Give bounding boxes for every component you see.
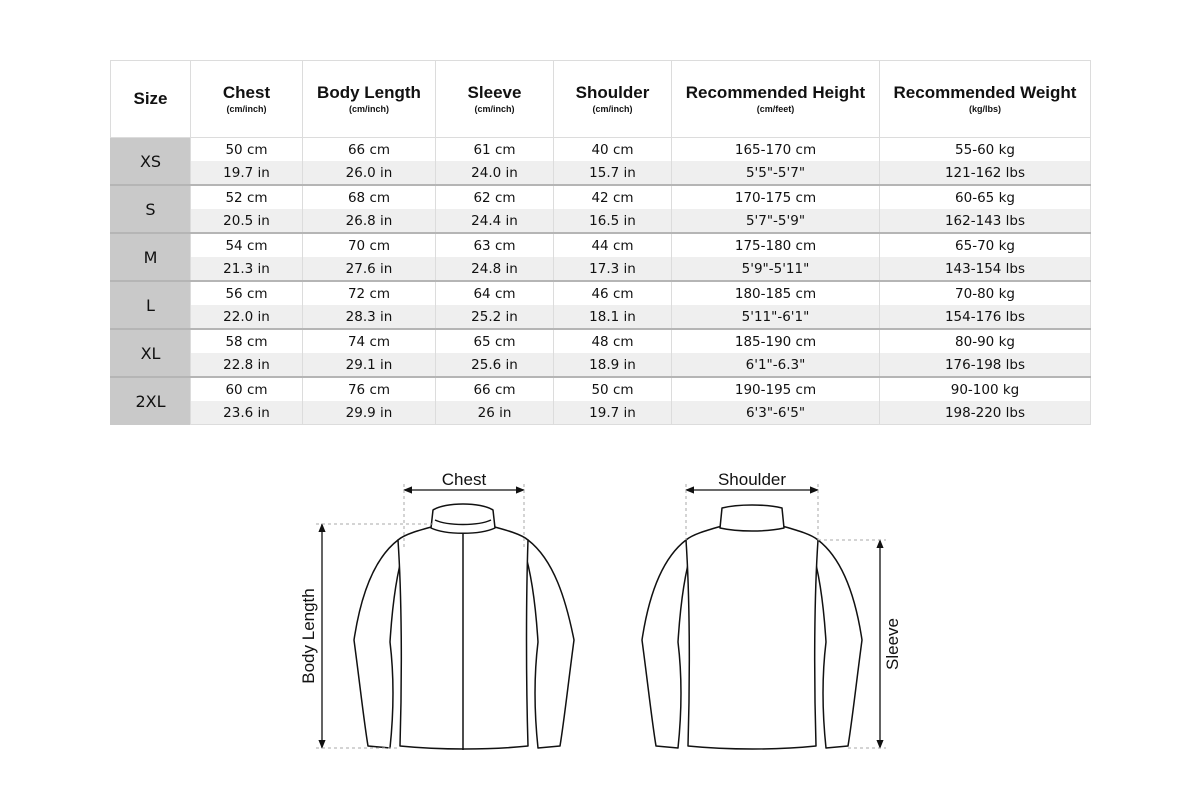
chest-imperial-cell: 22.0 in [191, 305, 303, 329]
recommended-height-imperial-cell: 6'3"-6'5" [672, 401, 880, 425]
sleeve-metric-cell: 65 cm [436, 329, 554, 353]
jacket-diagram-svg [290, 460, 910, 760]
size-cell: L [111, 281, 191, 329]
body-length-metric-cell: 66 cm [303, 138, 436, 162]
table-row-imperial [111, 209, 1091, 233]
recommended-weight-metric-cell: 60-65 kg [880, 185, 1091, 209]
shoulder-imperial-cell: 17.3 in [554, 257, 672, 281]
shoulder-metric-cell: 42 cm [554, 185, 672, 209]
sleeve-imperial-cell: 24.0 in [436, 161, 554, 185]
chest-metric-cell: 50 cm [191, 138, 303, 162]
table-row-cm [111, 329, 1091, 353]
recommended-weight-imperial-cell: 121-162 lbs [880, 161, 1091, 185]
chest-imperial-cell: 23.6 in [191, 401, 303, 425]
body-length-label: Body Length [299, 588, 318, 684]
sleeve-imperial-cell: 25.6 in [436, 353, 554, 377]
shoulder-metric-cell: 40 cm [554, 138, 672, 162]
sleeve-metric-cell: 61 cm [436, 138, 554, 162]
recommended-height-imperial-cell: 5'11"-6'1" [672, 305, 880, 329]
table-row-cm [111, 233, 1091, 257]
body-length-metric-cell: 76 cm [303, 377, 436, 401]
chest-metric-cell: 54 cm [191, 233, 303, 257]
measurement-diagram [290, 460, 910, 760]
shoulder-imperial-cell: 15.7 in [554, 161, 672, 185]
header-body-length: Body Length (cm/inch) [303, 61, 436, 138]
shoulder-label: Shoulder [717, 470, 787, 489]
table-header-row [111, 61, 1091, 138]
body-length-metric-cell: 68 cm [303, 185, 436, 209]
chest-metric-cell: 58 cm [191, 329, 303, 353]
recommended-weight-metric-cell: 55-60 kg [880, 138, 1091, 162]
shoulder-imperial-cell: 19.7 in [554, 401, 672, 425]
table-row-cm [111, 185, 1091, 209]
shoulder-imperial-cell: 18.1 in [554, 305, 672, 329]
table-row-cm [111, 138, 1091, 162]
header-recommended-height: Recommended Height (cm/feet) [672, 61, 880, 138]
table-row-imperial [111, 257, 1091, 281]
body-length-metric-cell: 70 cm [303, 233, 436, 257]
table-row-imperial [111, 353, 1091, 377]
body-length-imperial-cell: 27.6 in [303, 257, 436, 281]
recommended-height-imperial-cell: 5'7"-5'9" [672, 209, 880, 233]
chest-label: Chest [441, 470, 487, 489]
recommended-weight-metric-cell: 70-80 kg [880, 281, 1091, 305]
body-length-imperial-cell: 26.0 in [303, 161, 436, 185]
header-recommended-weight: Recommended Weight (kg/lbs) [880, 61, 1091, 138]
size-chart-table [110, 60, 1091, 425]
shoulder-metric-cell: 48 cm [554, 329, 672, 353]
sleeve-imperial-cell: 24.8 in [436, 257, 554, 281]
sleeve-label: Sleeve [883, 618, 902, 670]
body-length-metric-cell: 72 cm [303, 281, 436, 305]
table-row-cm [111, 281, 1091, 305]
header-shoulder: Shoulder (cm/inch) [554, 61, 672, 138]
recommended-height-metric-cell: 175-180 cm [672, 233, 880, 257]
chest-imperial-cell: 21.3 in [191, 257, 303, 281]
sleeve-imperial-cell: 26 in [436, 401, 554, 425]
sleeve-metric-cell: 66 cm [436, 377, 554, 401]
sleeve-imperial-cell: 24.4 in [436, 209, 554, 233]
header-chest: Chest (cm/inch) [191, 61, 303, 138]
shoulder-metric-cell: 46 cm [554, 281, 672, 305]
size-cell: XL [111, 329, 191, 377]
table-row-imperial [111, 161, 1091, 185]
shoulder-imperial-cell: 18.9 in [554, 353, 672, 377]
shoulder-imperial-cell: 16.5 in [554, 209, 672, 233]
recommended-height-metric-cell: 170-175 cm [672, 185, 880, 209]
body-length-metric-cell: 74 cm [303, 329, 436, 353]
sleeve-metric-cell: 64 cm [436, 281, 554, 305]
recommended-height-imperial-cell: 5'5"-5'7" [672, 161, 880, 185]
chest-imperial-cell: 22.8 in [191, 353, 303, 377]
size-cell: S [111, 185, 191, 233]
chest-imperial-cell: 19.7 in [191, 161, 303, 185]
sleeve-metric-cell: 62 cm [436, 185, 554, 209]
chest-metric-cell: 60 cm [191, 377, 303, 401]
table-row-imperial [111, 305, 1091, 329]
body-length-imperial-cell: 29.9 in [303, 401, 436, 425]
shoulder-metric-cell: 50 cm [554, 377, 672, 401]
recommended-weight-imperial-cell: 154-176 lbs [880, 305, 1091, 329]
header-size: Size [111, 61, 191, 138]
sleeve-metric-cell: 63 cm [436, 233, 554, 257]
table-row-cm [111, 377, 1091, 401]
size-cell: 2XL [111, 377, 191, 425]
header-sleeve: Sleeve (cm/inch) [436, 61, 554, 138]
body-length-imperial-cell: 28.3 in [303, 305, 436, 329]
jacket-back [642, 505, 862, 749]
chest-metric-cell: 56 cm [191, 281, 303, 305]
recommended-height-metric-cell: 165-170 cm [672, 138, 880, 162]
recommended-height-metric-cell: 185-190 cm [672, 329, 880, 353]
recommended-height-metric-cell: 190-195 cm [672, 377, 880, 401]
recommended-weight-metric-cell: 80-90 kg [880, 329, 1091, 353]
chest-imperial-cell: 20.5 in [191, 209, 303, 233]
jacket-front [354, 504, 574, 750]
shoulder-metric-cell: 44 cm [554, 233, 672, 257]
recommended-height-imperial-cell: 6'1"-6.3" [672, 353, 880, 377]
table-row-imperial [111, 401, 1091, 425]
recommended-weight-metric-cell: 65-70 kg [880, 233, 1091, 257]
recommended-weight-imperial-cell: 143-154 lbs [880, 257, 1091, 281]
size-cell: M [111, 233, 191, 281]
recommended-weight-imperial-cell: 176-198 lbs [880, 353, 1091, 377]
chest-metric-cell: 52 cm [191, 185, 303, 209]
recommended-weight-metric-cell: 90-100 kg [880, 377, 1091, 401]
body-length-imperial-cell: 26.8 in [303, 209, 436, 233]
recommended-height-imperial-cell: 5'9"-5'11" [672, 257, 880, 281]
recommended-weight-imperial-cell: 162-143 lbs [880, 209, 1091, 233]
size-cell: XS [111, 138, 191, 186]
recommended-height-metric-cell: 180-185 cm [672, 281, 880, 305]
body-length-imperial-cell: 29.1 in [303, 353, 436, 377]
table-body [111, 138, 1091, 425]
recommended-weight-imperial-cell: 198-220 lbs [880, 401, 1091, 425]
sleeve-imperial-cell: 25.2 in [436, 305, 554, 329]
